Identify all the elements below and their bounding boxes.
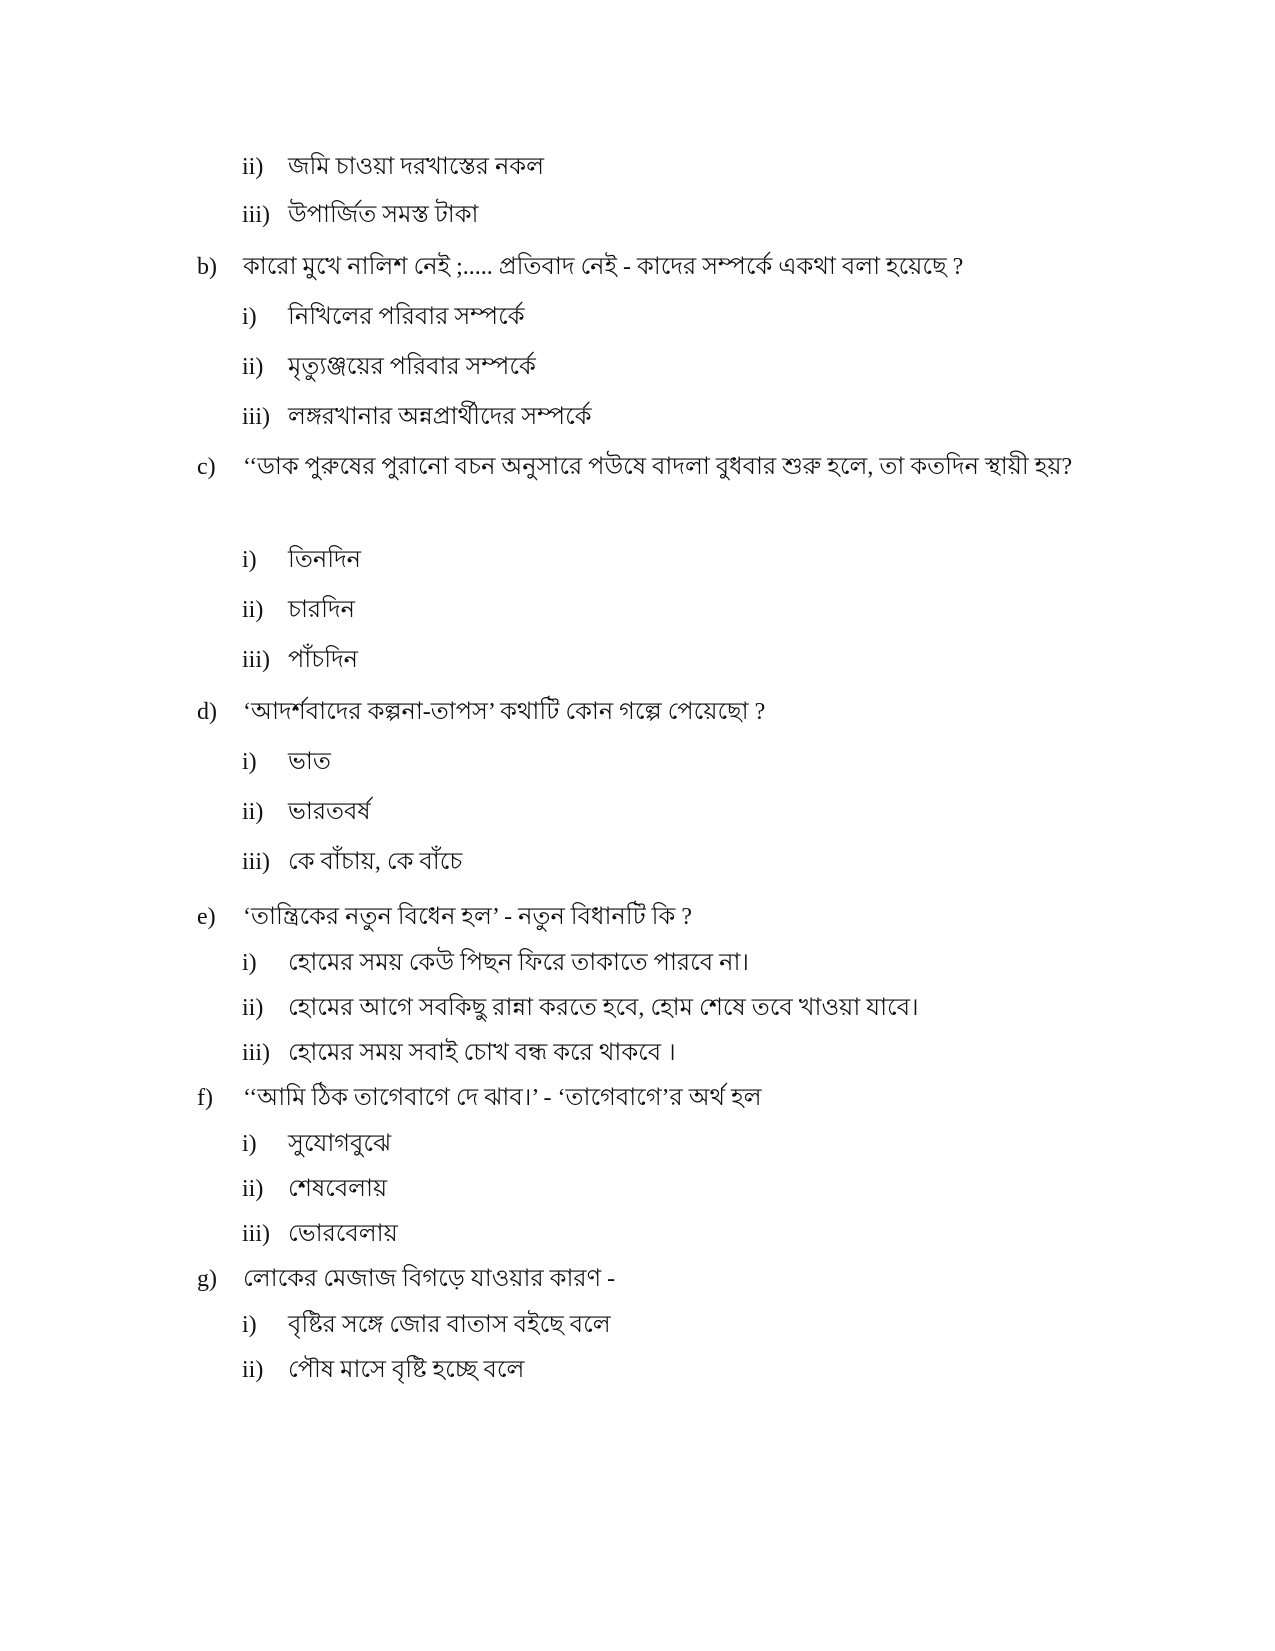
question-text: ‘আদর্শবাদের কল্পনা-তাপস’ কথাটি কোন গল্পে পেয়েছো ?	[243, 699, 766, 725]
option-g-ii	[242, 1355, 524, 1385]
question-e	[197, 902, 692, 932]
option-a-ii	[242, 152, 544, 182]
option-f-i	[242, 1129, 391, 1159]
option-c-i	[242, 545, 361, 575]
option-text: পৌষ মাসে বৃষ্টি হচ্ছে বলে	[288, 1357, 525, 1383]
option-text: চারদিন	[288, 597, 355, 623]
option-b-i	[242, 302, 525, 332]
option-number: ii)	[242, 995, 264, 1021]
option-number: i)	[242, 1312, 257, 1338]
question-number: e)	[197, 904, 216, 930]
question-text: কারো মুখে নালিশ নেই ;..... প্রতিবাদ নেই - কাদের সম্পর্কে একথা বলা হয়েছে ?	[243, 254, 964, 280]
option-number: i)	[242, 749, 257, 775]
question-text: ‘তান্ত্রিকের নতুন বিধেন হল’ - নতুন বিধানটি কি ?	[243, 904, 692, 930]
option-text: জমি চাওয়া দরখাস্তের নকল	[288, 154, 544, 180]
option-number: iii)	[242, 1040, 270, 1066]
option-c-ii	[242, 595, 355, 625]
question-number: g)	[197, 1266, 217, 1292]
option-e-ii	[242, 993, 919, 1023]
option-f-iii	[242, 1219, 398, 1249]
option-text: মৃত্যুঞ্জয়ের পরিবার সম্পর্কে	[288, 354, 536, 380]
option-f-ii	[242, 1174, 387, 1204]
option-d-iii	[242, 847, 462, 877]
question-text: ‘‘আমি ঠিক তাগেবাগে দে ঝাব।’ - ‘তাগেবাগে’র অর্থ হল	[243, 1085, 762, 1111]
question-number: d)	[197, 699, 217, 725]
option-number: ii)	[242, 354, 264, 380]
option-a-iii	[242, 200, 479, 230]
option-text: নিখিলের পরিবার সম্পর্কে	[288, 304, 525, 330]
option-number: ii)	[242, 799, 264, 825]
option-b-iii	[242, 402, 592, 432]
option-c-iii	[242, 645, 358, 675]
option-text: শেষবেলায়	[288, 1176, 388, 1202]
option-number: i)	[242, 950, 257, 976]
option-g-i	[242, 1310, 611, 1340]
option-e-iii	[242, 1038, 676, 1068]
option-text: হোমের সময় কেউ পিছন ফিরে তাকাতে পারবে না।	[288, 950, 749, 976]
option-text: ভাত	[288, 749, 331, 775]
question-text: ‘‘ডাক পুরুষের পুরানো বচন অনুসারে পউষে বাদলা বুধবার শুরু হলে, তা কতদিন স্থায়ী হয়?	[243, 454, 1073, 480]
option-number: iii)	[242, 202, 270, 228]
question-text: লোকের মেজাজ বিগড়ে যাওয়ার কারণ -	[243, 1266, 616, 1292]
option-number: iii)	[242, 647, 270, 673]
option-text: সুযোগবুঝে	[288, 1131, 392, 1157]
question-number: c)	[197, 454, 216, 480]
option-number: i)	[242, 1131, 257, 1157]
option-number: ii)	[242, 597, 264, 623]
question-f	[197, 1083, 762, 1113]
question-b	[197, 252, 963, 282]
option-number: iii)	[242, 404, 270, 430]
option-text: কে বাঁচায়, কে বাঁচে	[288, 849, 463, 875]
option-number: i)	[242, 304, 257, 330]
question-d	[197, 697, 765, 727]
option-e-i	[242, 948, 749, 978]
option-number: ii)	[242, 1357, 264, 1383]
option-text: হোমের আগে সবকিছু রান্না করতে হবে, হোম শেষে তবে খাওয়া যাবে।	[288, 995, 919, 1021]
option-text: লঙ্গরখানার অন্নপ্রার্থীদের সম্পর্কে	[288, 404, 592, 430]
option-number: iii)	[242, 1221, 270, 1247]
option-d-i	[242, 747, 331, 777]
option-text: তিনদিন	[288, 547, 361, 573]
option-text: বৃষ্টির সঙ্গে জোর বাতাস বইছে বলে	[288, 1312, 611, 1338]
option-text: পাঁচদিন	[288, 647, 359, 673]
option-text: হোমের সময় সবাই চোখ বন্ধ করে থাকবে ।	[288, 1040, 676, 1066]
option-number: iii)	[242, 849, 270, 875]
option-d-ii	[242, 797, 371, 827]
option-text: উপার্জিত সমস্ত টাকা	[288, 202, 479, 228]
question-c	[197, 444, 1097, 490]
question-number: f)	[197, 1085, 213, 1111]
option-number: ii)	[242, 1176, 264, 1202]
question-number: b)	[197, 254, 217, 280]
option-number: i)	[242, 547, 257, 573]
question-g	[197, 1264, 615, 1294]
option-text: ভোরবেলায়	[288, 1221, 398, 1247]
option-number: ii)	[242, 154, 264, 180]
option-b-ii	[242, 352, 536, 382]
option-text: ভারতবর্ষ	[288, 799, 371, 825]
